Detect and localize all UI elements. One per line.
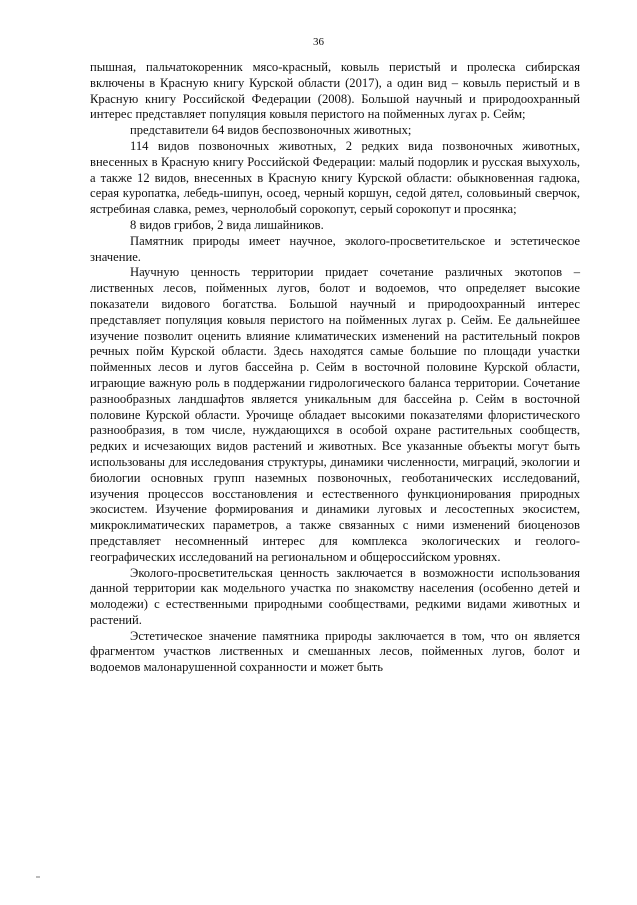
paragraph-significance: Памятник природы имеет научное, эколого-просветительское и эстетическое значение. — [90, 233, 580, 264]
paragraph-continuation: пышная, пальчатокоренник мясо-красный, ковыль перистый и пролеска сибирская включены в Красную книгу Курской области (2017), а один вид – ковыль перистый и в Красную книгу Российской Федерации (2008). Большой научный и природоохранный интерес представляет популяция ковыля перистого на пойменных лугах р. Сейм; — [90, 60, 580, 122]
document-body — [90, 60, 580, 676]
paragraph-scientific-value: Научную ценность территории придает сочетание различных экотопов – лиственных лесов, пойменных лугов, болот и водоемов, что определяет высокие показатели видового богатства. Большой научный и природоохранный интерес представляет популяция ковыля перистого на пойменных лугах р. Сейм. Ее дальнейшее изучение позволит оценить влияние климатических изменений на растительный покров речных пойм Курской области. Здесь находятся самые большие по площади участки пойменных лесов и лугов бассейна р. Сейм в восточной половине Курской области, играющие важную роль в поддержании гидрологического баланса территории. Сочетание разнообразных ландшафтов является уникальным для бассейна р. Сейм в восточной половине Курской области. Урочище обладает высокими показателями флористического разнообразия, в том числе, нуждающихся в особой охране растительных сообществ, редких и исчезающих видов растений и животных. Все указанные объекты могут быть использованы для исследования структуры, динамики численности, миграций, экологии и биологии основных групп наземных позвоночных, геоботанических исследований, изучения процессов восстановления и естественного функционирования природных экосистем. Изучение формирования и динамики луговых и лесостепных экосистем, микроклиматических параметров, а также связанных с ними изменений биоценозов представляет несомненный интерес для комплекса экологических и геолого-географических исследований на региональном и общероссийском уровнях. — [90, 265, 580, 564]
paragraph-vertebrates: 114 видов позвоночных животных, 2 редких вида позвоночных животных, внесенных в Красную книгу Российской Федерации: малый подорлик и русская выхухоль, а также 12 видов, внесенных в Красную книгу Курской области: обыкновенная гадюка, серая куропатка, лебедь-шипун, осоед, черный коршун, седой дятел, соловьиный сверчок, ястребиная славка, ремез, чернолобый сорокопут, серый сорокопут и просянка; — [90, 138, 580, 217]
paragraph-invertebrates: представители 64 видов беспозвоночных животных; — [130, 123, 412, 138]
page-number: 36 — [313, 36, 324, 48]
paragraph-aesthetic-value: Эстетическое значение памятника природы заключается в том, что он является фрагментом участков лиственных и смешанных лесов, пойменных лугов, болот и водоемов малонарушенной сохранности и может быть — [90, 628, 580, 675]
paragraph-educational-value: Эколого-просветительская ценность заключается в возможности использования данной территории как модельного участка по знакомству населения (особенно детей и молодежи) с естественными природными сообществами, редкими видами животных и растений. — [90, 565, 580, 627]
paragraph-fungi-lichens: 8 видов грибов, 2 вида лишайников. — [130, 217, 324, 232]
scan-artifact — [36, 876, 40, 878]
